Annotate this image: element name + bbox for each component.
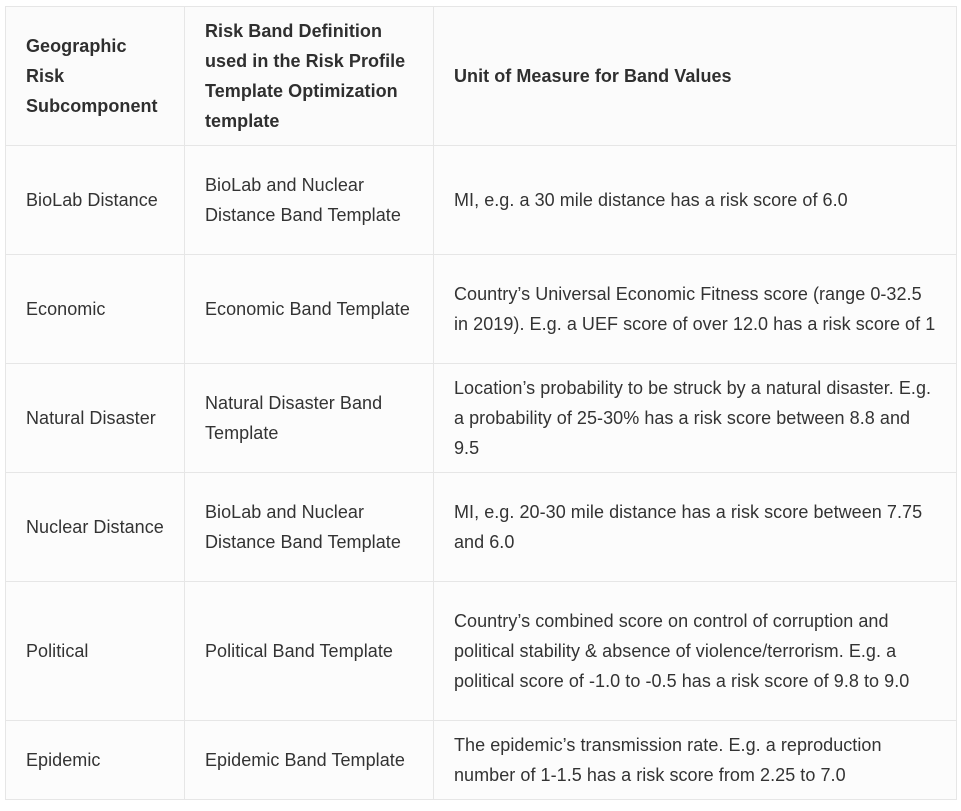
- cell-definition: Epidemic Band Template: [185, 721, 434, 800]
- cell-subcomponent: Nuclear Distance: [6, 473, 185, 582]
- cell-subcomponent: Political: [6, 582, 185, 721]
- cell-unit: MI, e.g. 20-30 mile distance has a risk score between 7.75 and 6.0: [434, 473, 957, 582]
- cell-definition: Economic Band Template: [185, 255, 434, 364]
- cell-subcomponent: Epidemic: [6, 721, 185, 800]
- table-row: [6, 721, 957, 800]
- cell-unit: Country’s Universal Economic Fitness score (range 0-32.5 in 2019). E.g. a UEF score of over 12.0 has a risk score of 1: [434, 255, 957, 364]
- cell-definition: BioLab and Nuclear Distance Band Template: [185, 146, 434, 255]
- cell-definition: Natural Disaster Band Template: [185, 364, 434, 473]
- cell-definition: BioLab and Nuclear Distance Band Template: [185, 473, 434, 582]
- table-row: [6, 255, 957, 364]
- cell-subcomponent: Natural Disaster: [6, 364, 185, 473]
- risk-table-container: [5, 6, 961, 800]
- table-row: [6, 473, 957, 582]
- table-row: [6, 146, 957, 255]
- header-subcomponent: Geographic Risk Subcomponent: [6, 7, 185, 146]
- cell-subcomponent: Economic: [6, 255, 185, 364]
- header-unit-of-measure: Unit of Measure for Band Values: [434, 7, 957, 146]
- cell-unit: The epidemic’s transmission rate. E.g. a reproduction number of 1-1.5 has a risk score from 2.25 to 7.0: [434, 721, 957, 800]
- cell-unit: Location’s probability to be struck by a natural disaster. E.g. a probability of 25-30% has a risk score between 8.8 and 9.5: [434, 364, 957, 473]
- cell-definition: Political Band Template: [185, 582, 434, 721]
- cell-subcomponent: BioLab Distance: [6, 146, 185, 255]
- cell-unit: Country’s combined score on control of corruption and political stability & absence of violence/terrorism. E.g. a political score of -1.0 to -0.5 has a risk score of 9.8 to 9.0: [434, 582, 957, 721]
- header-risk-band-definition: Risk Band Definition used in the Risk Profile Template Optimization template: [185, 7, 434, 146]
- geographic-risk-table: [5, 6, 957, 800]
- table-row: [6, 582, 957, 721]
- table-header-row: [6, 7, 957, 146]
- table-row: [6, 364, 957, 473]
- cell-unit: MI, e.g. a 30 mile distance has a risk score of 6.0: [434, 146, 957, 255]
